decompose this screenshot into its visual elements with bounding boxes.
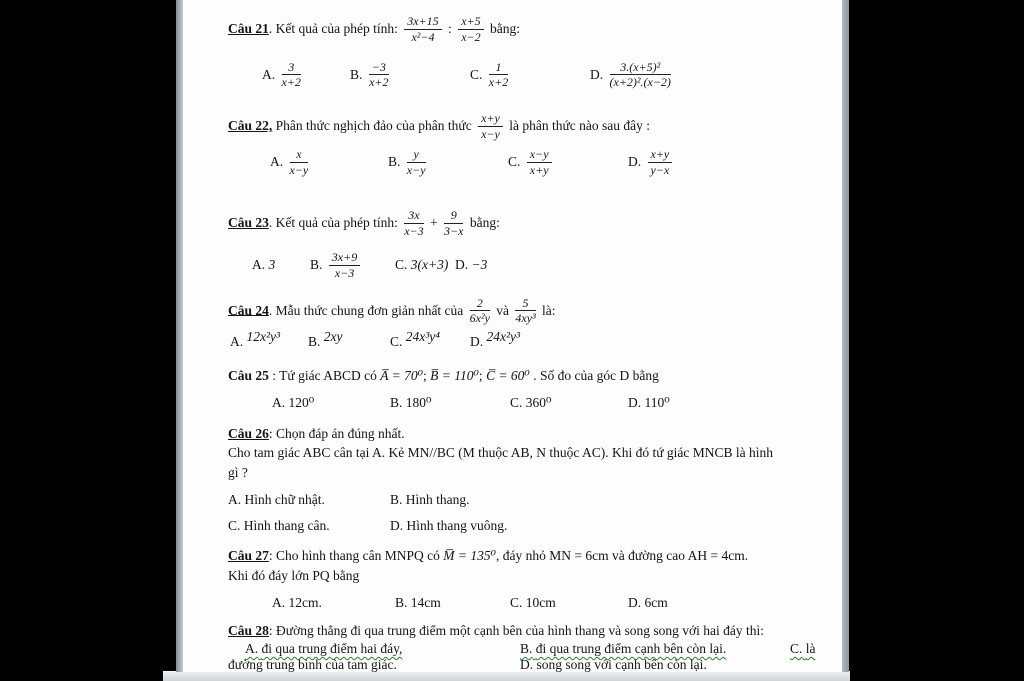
option-key: A. — [252, 256, 266, 272]
text-segment: Hình thang vuông. — [406, 518, 508, 534]
question-prompt: Câu 24. Mẫu thức chung đơn giản nhất của $\frac{2}{\text{6x²y}}$ và $\frac{5}{\text{4xy³}}$ là: — [228, 295, 556, 326]
text-segment: Hình chữ nhật. — [244, 492, 325, 508]
question-label: Câu 27 — [228, 548, 269, 564]
option-key: B. — [310, 256, 323, 272]
option-key: D. — [628, 394, 642, 410]
text-segment: Tứ giác ABCD có — [279, 368, 381, 384]
fraction — [404, 15, 441, 45]
option-B — [390, 492, 826, 508]
text-segment: 14cm — [410, 594, 441, 610]
option-key: C. — [790, 641, 803, 657]
fraction-numerator: x — [290, 148, 309, 163]
question-q22 — [228, 112, 826, 177]
text-segment: Đường thẳng đi qua trung điểm một cạnh bên của hình thang và song song với hai đáy thì: — [276, 622, 765, 638]
question-prompt: Câu 28: Đường thẳng đi qua trung điểm một cạnh bên của hình thang và song song với hai đáy thì: — [228, 622, 765, 638]
fraction-numerator: x+5 — [458, 15, 483, 30]
text-segment: bằng: — [466, 215, 500, 231]
text-segment: 3 — [268, 256, 276, 272]
fraction — [648, 148, 673, 178]
option-A — [272, 595, 395, 611]
option-D — [470, 329, 826, 350]
option-key: A. — [270, 153, 284, 169]
text-segment: 24x³y⁴ — [405, 329, 440, 345]
option-D — [390, 518, 826, 534]
option-key: D. — [470, 334, 484, 350]
fraction-numerator: 1 — [489, 61, 508, 76]
fraction-numerator: 9 — [444, 209, 463, 224]
fraction-numerator: x+y — [648, 148, 673, 163]
option-B — [308, 329, 390, 350]
option-key: D. — [628, 594, 642, 610]
question-q23 — [228, 209, 826, 280]
fraction-denominator: x−y — [406, 162, 426, 177]
option-C — [790, 641, 826, 657]
option-key: C. — [390, 334, 403, 350]
question-q28 — [228, 621, 826, 672]
fraction-denominator: 3−x — [444, 224, 464, 239]
question-label: Câu 26 — [228, 425, 269, 441]
fraction-denominator: x−3 — [404, 224, 424, 239]
option-A — [252, 257, 310, 273]
fraction-numerator: y — [407, 148, 426, 163]
fraction — [458, 15, 483, 45]
fraction-denominator: x−y — [481, 126, 500, 141]
question-body — [228, 443, 826, 482]
option-key: A. — [228, 492, 242, 508]
fraction-denominator: x+2 — [281, 75, 301, 90]
question-label: Câu 25 — [228, 368, 269, 384]
question-prompt — [228, 112, 826, 142]
question-prompt: Câu 27: Cho hình thang cân MNPQ có M̅ = 135⁰, đáy nhỏ MN = 6cm và đường cao AH = 4cm. Khi đó đáy lớn PQ bằng — [228, 548, 749, 583]
text-segment: và — [492, 302, 513, 318]
option-key: A. — [262, 66, 276, 82]
text-segment: 360⁰ — [525, 394, 552, 410]
option-key: C. — [510, 594, 523, 610]
fraction-numerator: 3 — [282, 61, 301, 76]
options-row — [228, 657, 826, 672]
option-B — [388, 148, 508, 178]
fraction — [444, 209, 463, 239]
text-segment: ; — [423, 368, 431, 384]
option-B — [395, 595, 510, 611]
fraction-denominator: x²−4 — [411, 29, 435, 44]
question-label: Câu 21 — [228, 20, 269, 36]
option-key: B. — [520, 641, 533, 657]
option-key: D. — [520, 657, 534, 672]
option-key: D. — [628, 153, 642, 169]
question-label: Câu 28 — [228, 622, 269, 638]
fraction — [610, 61, 671, 91]
option-key: A. — [230, 334, 244, 350]
option-key: D. — [455, 256, 469, 272]
question-q21 — [228, 15, 826, 90]
fraction-numerator: 3.(x+5)² — [610, 61, 671, 76]
text-segment: đường trung bình của tam giác. — [228, 657, 397, 672]
fraction — [282, 61, 301, 91]
question-q27 — [228, 546, 826, 610]
text-segment: Hình thang. — [405, 492, 470, 508]
fraction — [369, 61, 389, 91]
options-row — [228, 492, 826, 508]
option-key: B. — [308, 334, 321, 350]
text-segment: 12x²y³ — [246, 329, 281, 345]
option-A — [272, 395, 390, 411]
option-B — [520, 641, 790, 657]
text-segment: Mẫu thức chung đơn giản nhất của — [275, 302, 467, 318]
option-C — [508, 148, 628, 178]
option-C — [510, 595, 628, 611]
text-segment: Chọn đáp án đúng nhất. — [276, 425, 405, 441]
option-D — [628, 395, 826, 411]
fraction — [470, 297, 490, 327]
fraction-denominator: x+2 — [369, 75, 389, 90]
text-segment: 120⁰ — [288, 394, 315, 410]
option-A — [228, 492, 390, 508]
fraction-numerator: 2 — [470, 297, 490, 312]
text-segment: là — [805, 641, 816, 657]
option-C — [470, 61, 590, 91]
text-segment: Kết quả của phép tính: — [275, 20, 402, 36]
fraction — [407, 148, 426, 178]
option-key: C. — [228, 518, 241, 534]
text-segment: bằng: — [486, 20, 520, 36]
fraction-numerator: 5 — [515, 297, 535, 312]
text-segment: 24x²y³ — [486, 329, 521, 345]
text-segment: 2xy — [323, 329, 343, 345]
option-key: C. — [510, 394, 523, 410]
text-segment: 180⁰ — [405, 394, 432, 410]
fraction-denominator: x+y — [529, 162, 549, 177]
text-segment: Hình thang cân. — [243, 518, 330, 534]
option-key: B. — [390, 394, 403, 410]
text-segment: ; — [478, 368, 487, 384]
option-D — [455, 257, 826, 273]
option-C — [395, 257, 455, 273]
question-prompt: Câu 26: Chọn đáp án đúng nhất. — [228, 425, 405, 441]
text-segment: −3 — [471, 256, 488, 272]
fraction-denominator: x+2 — [488, 75, 509, 90]
option-key: B. — [390, 492, 403, 508]
text-segment: Cho hình thang cân MNPQ có — [276, 548, 444, 564]
text-segment: 10cm — [525, 594, 556, 610]
text-segment: : — [444, 20, 456, 36]
question-label: Câu 24 — [228, 302, 269, 318]
text-segment: 12cm. — [288, 594, 322, 610]
text-segment: Kết quả của phép tính: — [275, 215, 402, 231]
text-segment: đi qua trung điểm cạnh bên còn lại. — [535, 641, 727, 657]
text-segment: là: — [538, 302, 556, 318]
fraction-numerator: 3x+15 — [404, 15, 441, 30]
fraction-denominator: x−y — [289, 162, 309, 177]
options-row — [228, 148, 826, 178]
fraction — [515, 297, 535, 327]
text-segment: . Số đo của góc D bằng — [529, 368, 659, 384]
option-key: D. — [590, 66, 604, 82]
option-A — [262, 61, 350, 91]
options-row — [228, 641, 826, 657]
text-segment: Khi đó đáy lớn PQ bằng — [228, 567, 360, 583]
questions — [228, 15, 826, 672]
option-key: C. — [508, 153, 521, 169]
fraction — [478, 112, 503, 142]
text-segment: 110⁰ — [644, 394, 670, 410]
fraction-numerator: −3 — [369, 61, 389, 76]
vertical-scrollbar[interactable] — [842, 0, 849, 672]
text-segment: 3(x+3) — [410, 256, 449, 272]
options-row — [228, 251, 826, 281]
question-prompt: Câu 23. Kết quả của phép tính: $\frac{3x}{x-3}$ + $\frac{9}{3-x}$ bằng: — [228, 208, 500, 239]
text-segment: là phân thức nào sau đây : — [505, 118, 651, 134]
option-key: C. — [470, 66, 483, 82]
horizontal-scrollbar[interactable] — [163, 671, 850, 681]
text-segment: 6cm — [644, 594, 668, 610]
options-row — [228, 518, 826, 534]
text-segment: đi qua trung điểm hai đáy, — [261, 641, 403, 657]
fraction-denominator: x−2 — [461, 29, 481, 44]
option-B — [310, 251, 395, 281]
options-row — [228, 329, 826, 350]
text-segment: + — [426, 215, 442, 231]
options-row — [228, 395, 826, 411]
option-C — [228, 518, 390, 534]
option-key: D. — [390, 518, 404, 534]
options-row — [228, 61, 826, 91]
text-segment: Cho tam giác ABC cân tại A. Kẻ MN//BC (M thuộc AB, N thuộc AC). Khi đó tứ giác MNCB là hình — [228, 445, 774, 461]
text-segment: gì ? — [228, 464, 248, 480]
option-key: B. — [350, 66, 363, 82]
option-C — [510, 395, 628, 411]
text-segment: song song với cạnh bên còn lại. — [536, 657, 707, 672]
option — [228, 657, 520, 672]
question-prompt: Câu 25 : Tứ giác ABCD có A̅ = 70⁰; B̅ = 110⁰; C̅ = 60⁰ . Số đo của góc D bằng — [228, 368, 659, 384]
fraction-numerator: x+y — [478, 112, 503, 127]
option-A — [230, 329, 308, 350]
text-segment: B̅ = 110⁰ — [430, 368, 479, 384]
fraction — [527, 148, 552, 178]
question-q24 — [228, 297, 826, 351]
option-A — [270, 148, 388, 178]
question-label: Câu 22, — [228, 118, 273, 134]
text-segment: A̅ = 70⁰ — [380, 368, 423, 384]
option-D — [628, 148, 826, 178]
option-A — [245, 641, 520, 657]
option-D — [590, 61, 826, 91]
option-B — [350, 61, 470, 91]
option-B — [390, 395, 510, 411]
text-segment: C̅ = 60⁰ — [486, 368, 530, 384]
option-key: A. — [272, 594, 286, 610]
fraction-numerator: x−y — [527, 148, 552, 163]
question-label: Câu 23 — [228, 215, 269, 231]
fraction — [404, 209, 423, 239]
option-D — [628, 595, 826, 611]
fraction — [329, 251, 360, 281]
question-prompt: Câu 21. Kết quả của phép tính: $\frac{3x+15}{\text{x²−4}}$ : $\frac{x+5}{x-2}$ bằng: — [228, 14, 520, 44]
option-D — [520, 657, 826, 672]
option-key: A. — [245, 641, 259, 657]
text-segment: Phân thức nghịch đảo của phân thức — [275, 118, 476, 134]
fraction-numerator: 3x — [404, 209, 423, 224]
options-row — [228, 595, 826, 611]
option-key: B. — [395, 594, 408, 610]
fraction-denominator: 6x²y — [469, 311, 490, 326]
option-key: C. — [395, 256, 408, 272]
fraction-denominator: y−x — [650, 162, 670, 177]
option-key: A. — [272, 394, 286, 410]
fraction — [290, 148, 309, 178]
question-q25 — [228, 366, 826, 411]
question-q26 — [228, 424, 826, 535]
page-edge-left — [176, 0, 183, 672]
fraction-denominator: x−3 — [334, 265, 355, 280]
document-page — [183, 0, 842, 672]
fraction-denominator: 4xy³ — [515, 311, 536, 326]
option-C — [390, 329, 470, 350]
option-key: B. — [388, 153, 401, 169]
text-segment: , đáy nhỏ MN = 6cm và đường cao AH = 4cm. — [496, 548, 749, 564]
text-segment: M̅ = 135⁰ — [443, 548, 497, 564]
fraction-denominator: (x+2)².(x−2) — [609, 75, 671, 90]
fraction-numerator: 3x+9 — [329, 251, 360, 266]
fraction — [489, 61, 508, 91]
